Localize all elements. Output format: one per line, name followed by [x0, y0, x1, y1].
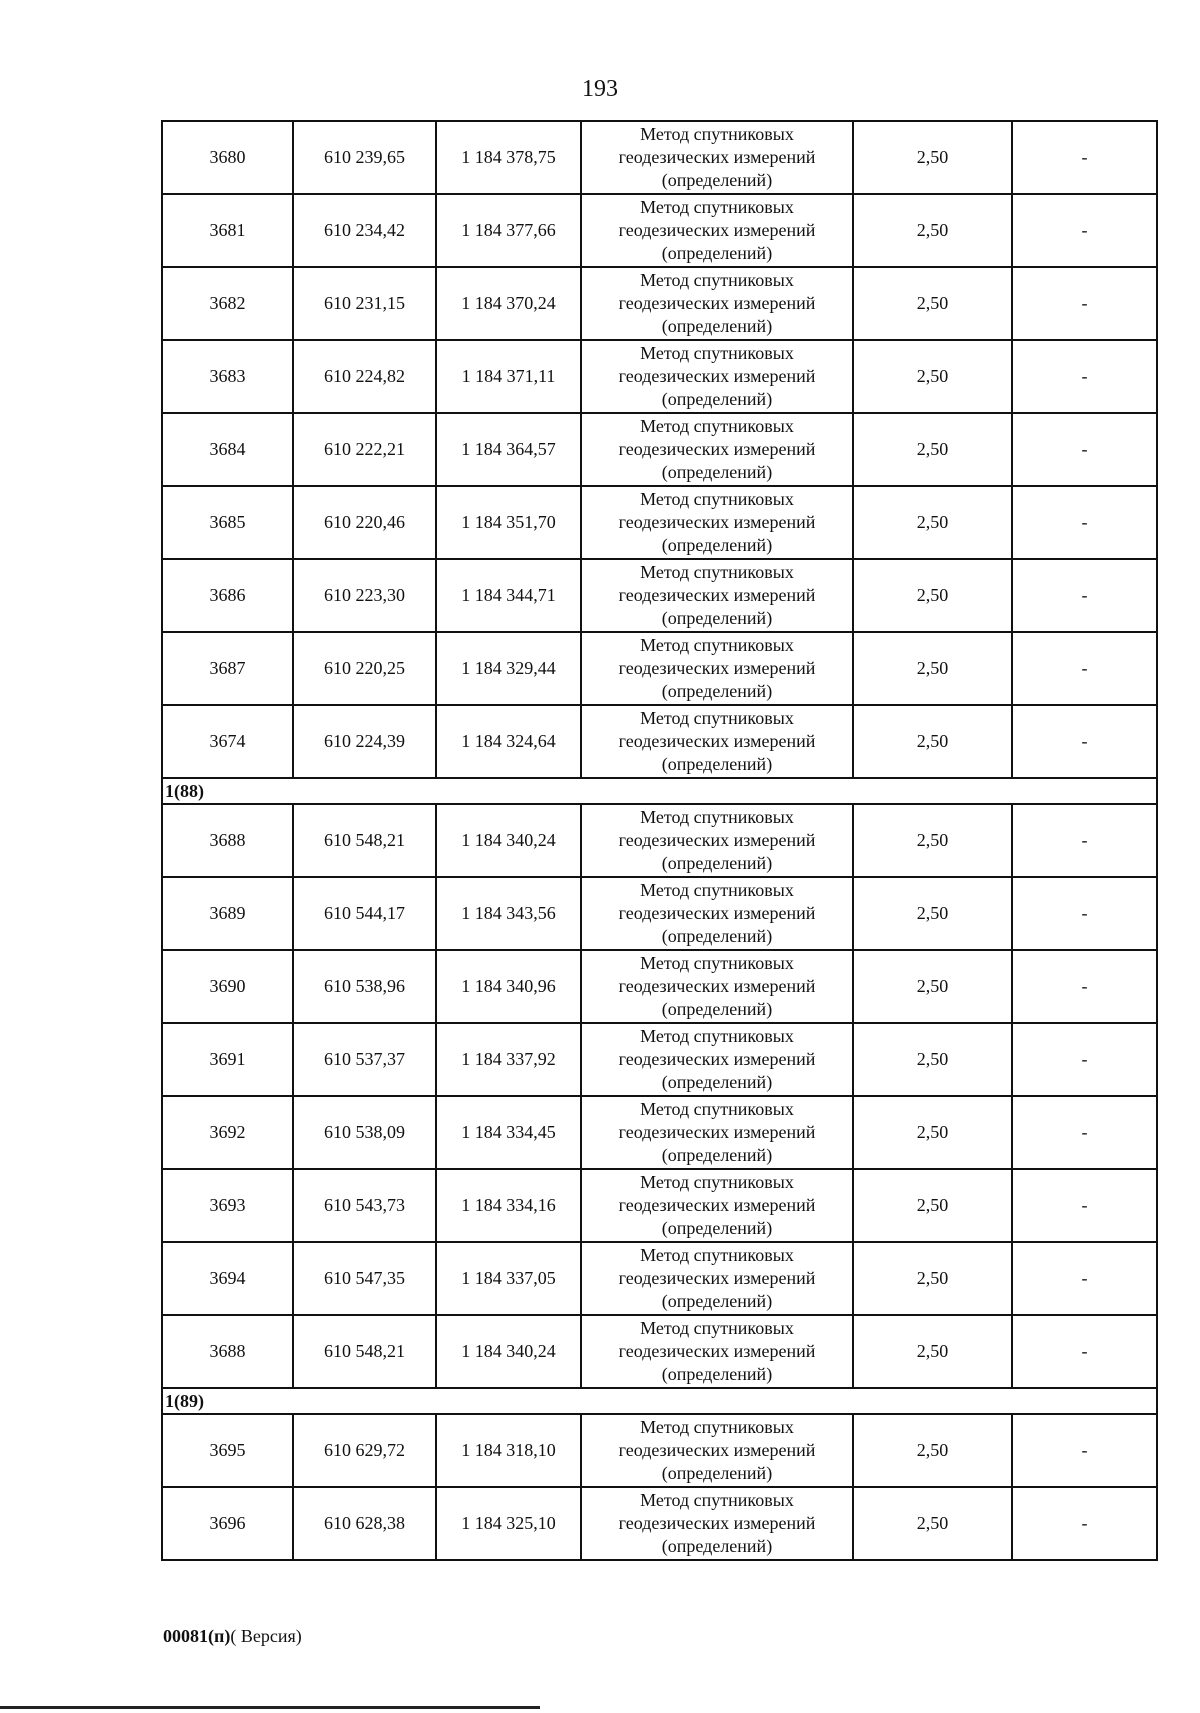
point-number-cell: 3688	[162, 804, 293, 877]
y-coordinate-cell: 1 184 340,24	[436, 804, 581, 877]
y-coordinate-cell: 1 184 324,64	[436, 705, 581, 778]
method-line: (определений)	[661, 1463, 773, 1483]
point-number-cell: 3674	[162, 705, 293, 778]
method-line: (определений)	[661, 1536, 773, 1556]
table-row	[162, 486, 1157, 559]
method-cell	[581, 1315, 853, 1388]
method-line: геодезических измерений	[618, 1049, 816, 1069]
method-line: геодезических измерений	[618, 830, 816, 850]
method-line: геодезических измерений	[618, 1268, 816, 1288]
y-coordinate-cell: 1 184 371,11	[436, 340, 581, 413]
x-coordinate-cell: 610 537,37	[293, 1023, 436, 1096]
method-line: (определений)	[661, 999, 773, 1019]
accuracy-cell: 2,50	[853, 950, 1012, 1023]
point-number-cell: 3682	[162, 267, 293, 340]
y-coordinate-cell: 1 184 334,45	[436, 1096, 581, 1169]
point-number-cell: 3684	[162, 413, 293, 486]
method-line: геодезических измерений	[618, 512, 816, 532]
method-line: (определений)	[661, 462, 773, 482]
method-line: геодезических измерений	[618, 1440, 816, 1460]
method-cell	[581, 413, 853, 486]
accuracy-cell: 2,50	[853, 632, 1012, 705]
table-row	[162, 1169, 1157, 1242]
method-cell	[581, 340, 853, 413]
accuracy-cell: 2,50	[853, 705, 1012, 778]
accuracy-cell: 2,50	[853, 1096, 1012, 1169]
note-cell: -	[1012, 1169, 1157, 1242]
method-line: (определений)	[661, 1291, 773, 1311]
y-coordinate-cell: 1 184 351,70	[436, 486, 581, 559]
method-line: Метод спутниковых	[640, 197, 794, 217]
y-coordinate-cell: 1 184 370,24	[436, 267, 581, 340]
group-label: 1(88)	[162, 778, 1157, 804]
method-cell	[581, 1023, 853, 1096]
method-line: Метод спутниковых	[640, 1172, 794, 1192]
y-coordinate-cell: 1 184 337,92	[436, 1023, 581, 1096]
method-line: геодезических измерений	[618, 366, 816, 386]
note-cell: -	[1012, 1414, 1157, 1487]
method-line: Метод спутниковых	[640, 635, 794, 655]
method-line: (определений)	[661, 926, 773, 946]
footer-version: ( Версия)	[230, 1626, 302, 1646]
accuracy-cell: 2,50	[853, 1487, 1012, 1560]
note-cell: -	[1012, 1242, 1157, 1315]
method-line: (определений)	[661, 1218, 773, 1238]
x-coordinate-cell: 610 231,15	[293, 267, 436, 340]
accuracy-cell: 2,50	[853, 1242, 1012, 1315]
method-line: Метод спутниковых	[640, 953, 794, 973]
note-cell: -	[1012, 121, 1157, 194]
x-coordinate-cell: 610 543,73	[293, 1169, 436, 1242]
method-line: Метод спутниковых	[640, 416, 794, 436]
accuracy-cell: 2,50	[853, 1414, 1012, 1487]
group-label: 1(89)	[162, 1388, 1157, 1414]
method-line: геодезических измерений	[618, 731, 816, 751]
method-line: Метод спутниковых	[640, 562, 794, 582]
method-line: (определений)	[661, 389, 773, 409]
y-coordinate-cell: 1 184 337,05	[436, 1242, 581, 1315]
method-line: Метод спутниковых	[640, 708, 794, 728]
x-coordinate-cell: 610 223,30	[293, 559, 436, 632]
method-cell	[581, 1242, 853, 1315]
note-cell: -	[1012, 1096, 1157, 1169]
note-cell: -	[1012, 877, 1157, 950]
point-number-cell: 3692	[162, 1096, 293, 1169]
method-line: (определений)	[661, 243, 773, 263]
y-coordinate-cell: 1 184 377,66	[436, 194, 581, 267]
accuracy-cell: 2,50	[853, 486, 1012, 559]
x-coordinate-cell: 610 538,96	[293, 950, 436, 1023]
method-line: геодезических измерений	[618, 585, 816, 605]
coordinates-table-body	[162, 121, 1157, 1560]
method-cell	[581, 1169, 853, 1242]
table-row	[162, 1242, 1157, 1315]
y-coordinate-cell: 1 184 344,71	[436, 559, 581, 632]
x-coordinate-cell: 610 548,21	[293, 1315, 436, 1388]
accuracy-cell: 2,50	[853, 340, 1012, 413]
method-line: Метод спутниковых	[640, 1026, 794, 1046]
method-cell	[581, 486, 853, 559]
method-cell	[581, 705, 853, 778]
x-coordinate-cell: 610 544,17	[293, 877, 436, 950]
table-row	[162, 1023, 1157, 1096]
accuracy-cell: 2,50	[853, 1315, 1012, 1388]
footer-document-code: 00081(п)	[163, 1626, 231, 1646]
note-cell: -	[1012, 559, 1157, 632]
x-coordinate-cell: 610 628,38	[293, 1487, 436, 1560]
point-number-cell: 3695	[162, 1414, 293, 1487]
page-number: 193	[582, 76, 618, 102]
group-header-row	[162, 1388, 1157, 1414]
method-cell	[581, 804, 853, 877]
y-coordinate-cell: 1 184 334,16	[436, 1169, 581, 1242]
method-cell	[581, 559, 853, 632]
document-footer	[163, 1626, 302, 1647]
method-cell	[581, 877, 853, 950]
coordinates-table	[161, 120, 1158, 1561]
note-cell: -	[1012, 950, 1157, 1023]
point-number-cell: 3680	[162, 121, 293, 194]
table-row	[162, 877, 1157, 950]
point-number-cell: 3696	[162, 1487, 293, 1560]
method-line: геодезических измерений	[618, 220, 816, 240]
accuracy-cell: 2,50	[853, 559, 1012, 632]
method-line: Метод спутниковых	[640, 1417, 794, 1437]
x-coordinate-cell: 610 220,25	[293, 632, 436, 705]
note-cell: -	[1012, 1315, 1157, 1388]
x-coordinate-cell: 610 547,35	[293, 1242, 436, 1315]
x-coordinate-cell: 610 239,65	[293, 121, 436, 194]
method-line: геодезических измерений	[618, 976, 816, 996]
method-line: (определений)	[661, 754, 773, 774]
point-number-cell: 3690	[162, 950, 293, 1023]
method-cell	[581, 632, 853, 705]
x-coordinate-cell: 610 224,39	[293, 705, 436, 778]
y-coordinate-cell: 1 184 340,24	[436, 1315, 581, 1388]
method-cell	[581, 1414, 853, 1487]
method-cell	[581, 267, 853, 340]
method-line: Метод спутниковых	[640, 270, 794, 290]
method-line: Метод спутниковых	[640, 1318, 794, 1338]
y-coordinate-cell: 1 184 364,57	[436, 413, 581, 486]
method-line: Метод спутниковых	[640, 343, 794, 363]
method-cell	[581, 1096, 853, 1169]
point-number-cell: 3685	[162, 486, 293, 559]
method-line: Метод спутниковых	[640, 880, 794, 900]
table-row	[162, 340, 1157, 413]
method-line: Метод спутниковых	[640, 489, 794, 509]
point-number-cell: 3686	[162, 559, 293, 632]
note-cell: -	[1012, 705, 1157, 778]
table-row	[162, 1414, 1157, 1487]
note-cell: -	[1012, 632, 1157, 705]
note-cell: -	[1012, 1023, 1157, 1096]
y-coordinate-cell: 1 184 325,10	[436, 1487, 581, 1560]
y-coordinate-cell: 1 184 378,75	[436, 121, 581, 194]
accuracy-cell: 2,50	[853, 121, 1012, 194]
x-coordinate-cell: 610 538,09	[293, 1096, 436, 1169]
accuracy-cell: 2,50	[853, 877, 1012, 950]
note-cell: -	[1012, 340, 1157, 413]
table-row	[162, 705, 1157, 778]
note-cell: -	[1012, 486, 1157, 559]
accuracy-cell: 2,50	[853, 804, 1012, 877]
table-row	[162, 1315, 1157, 1388]
method-cell	[581, 950, 853, 1023]
table-row	[162, 1487, 1157, 1560]
table-row	[162, 559, 1157, 632]
table-row	[162, 632, 1157, 705]
point-number-cell: 3688	[162, 1315, 293, 1388]
y-coordinate-cell: 1 184 318,10	[436, 1414, 581, 1487]
method-line: Метод спутниковых	[640, 1490, 794, 1510]
x-coordinate-cell: 610 548,21	[293, 804, 436, 877]
method-line: (определений)	[661, 316, 773, 336]
table-row	[162, 1096, 1157, 1169]
method-line: Метод спутниковых	[640, 1245, 794, 1265]
note-cell: -	[1012, 1487, 1157, 1560]
x-coordinate-cell: 610 220,46	[293, 486, 436, 559]
accuracy-cell: 2,50	[853, 267, 1012, 340]
accuracy-cell: 2,50	[853, 413, 1012, 486]
method-line: геодезических измерений	[618, 1195, 816, 1215]
point-number-cell: 3694	[162, 1242, 293, 1315]
table-row	[162, 804, 1157, 877]
method-line: геодезических измерений	[618, 658, 816, 678]
group-header-row	[162, 778, 1157, 804]
point-number-cell: 3687	[162, 632, 293, 705]
method-line: геодезических измерений	[618, 1341, 816, 1361]
y-coordinate-cell: 1 184 329,44	[436, 632, 581, 705]
table-row	[162, 121, 1157, 194]
method-line: Метод спутниковых	[640, 807, 794, 827]
method-line: (определений)	[661, 681, 773, 701]
method-line: (определений)	[661, 170, 773, 190]
method-cell	[581, 1487, 853, 1560]
x-coordinate-cell: 610 629,72	[293, 1414, 436, 1487]
point-number-cell: 3689	[162, 877, 293, 950]
table-row	[162, 413, 1157, 486]
y-coordinate-cell: 1 184 340,96	[436, 950, 581, 1023]
method-line: (определений)	[661, 535, 773, 555]
method-line: (определений)	[661, 1145, 773, 1165]
method-line: (определений)	[661, 1072, 773, 1092]
method-cell	[581, 121, 853, 194]
method-line: геодезических измерений	[618, 147, 816, 167]
method-line: (определений)	[661, 608, 773, 628]
accuracy-cell: 2,50	[853, 1023, 1012, 1096]
y-coordinate-cell: 1 184 343,56	[436, 877, 581, 950]
method-line: геодезических измерений	[618, 439, 816, 459]
point-number-cell: 3681	[162, 194, 293, 267]
x-coordinate-cell: 610 222,21	[293, 413, 436, 486]
point-number-cell: 3693	[162, 1169, 293, 1242]
method-line: геодезических измерений	[618, 293, 816, 313]
method-line: геодезических измерений	[618, 1122, 816, 1142]
table-row	[162, 950, 1157, 1023]
note-cell: -	[1012, 413, 1157, 486]
note-cell: -	[1012, 267, 1157, 340]
table-row	[162, 267, 1157, 340]
point-number-cell: 3683	[162, 340, 293, 413]
x-coordinate-cell: 610 234,42	[293, 194, 436, 267]
note-cell: -	[1012, 804, 1157, 877]
method-line: (определений)	[661, 1364, 773, 1384]
point-number-cell: 3691	[162, 1023, 293, 1096]
method-line: Метод спутниковых	[640, 124, 794, 144]
method-cell	[581, 194, 853, 267]
method-line: геодезических измерений	[618, 903, 816, 923]
table-row	[162, 194, 1157, 267]
x-coordinate-cell: 610 224,82	[293, 340, 436, 413]
method-line: (определений)	[661, 853, 773, 873]
accuracy-cell: 2,50	[853, 194, 1012, 267]
method-line: геодезических измерений	[618, 1513, 816, 1533]
method-line: Метод спутниковых	[640, 1099, 794, 1119]
bottom-divider	[0, 1706, 540, 1709]
note-cell: -	[1012, 194, 1157, 267]
accuracy-cell: 2,50	[853, 1169, 1012, 1242]
